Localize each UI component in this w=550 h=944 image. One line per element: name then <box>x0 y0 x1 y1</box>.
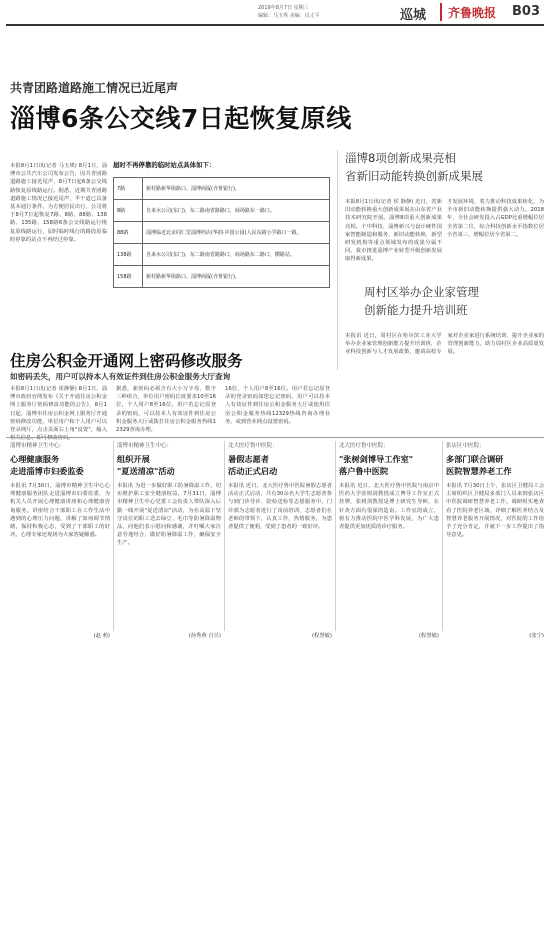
route-table-box <box>113 160 330 288</box>
right-top-body-col2 <box>447 198 544 278</box>
brief-body-text: 本报讯 近日，北大医疗鲁中医院暑假志愿者活动正式启动，共有30余名大学生志愿者参与到门诊导诊、陪检送检等志愿服务中。门诊部为志愿者进行了岗前培训，志愿者们在老师的带领下，认真工作，热情服务，为患者提供了便利，受到了患者的一致好评。 <box>228 483 332 531</box>
brief-title-1: 多部门联合调研 <box>446 454 504 464</box>
right-mid-headline-2: 创新能力提升培训班 <box>364 303 468 317</box>
brief-sign: (张宁) <box>529 633 544 639</box>
brief-kicker: 淄博市精神卫生中心： <box>117 443 173 449</box>
table-row <box>114 222 330 244</box>
brief-body-text: 本报讯 近日，北大医疗鲁中医院与南京中医药大学张树剑教授成立博导工作室正式挂牌，张树剑教授是博士研究生导师，在针灸方面有很深的造诣。工作室的成立，将有力推动医院中医学科发展，为广大患者提供更加优质的诊疗服务。 <box>339 483 439 531</box>
brief-body-text: 本报讯 为进一步做好职工防暑降温工作，切实维护职工安全健康权益，7月31日，淄博市精神卫生中心党委工会负责人带队深入后勤一线开展"夏送清凉"活动，为在高温下坚守岗位的职工送去绿豆、毛巾等防暑降温物品，向他们表示慰问和感谢，并叮嘱大家注意劳逸结合，做好防暑降温工作，确保安全生产。 <box>117 483 221 547</box>
fund-subheadline: 如密码丢失，用户可以持本人有效证件到住房公积金服务大厅查询 <box>10 372 231 381</box>
fund-col1-text: 本报8月1日讯(记者 崔静静) 8月1日，淄博市政府官网发布《关于开通住房公积金网上服务厅密码修改功能的公告》，8月1日起，淄博市住房公积金网上服务厅开通密码修改功能，单位用户和个人用户可以登录网厅，点击页面右上角"设置"，输入相关信息，即可修改密码。 <box>10 386 107 442</box>
column-divider <box>337 150 338 370</box>
brief-sign: (程慧敏) <box>311 633 332 639</box>
brief-body <box>446 482 544 632</box>
right-mid-body <box>345 332 544 430</box>
table-row <box>114 244 330 266</box>
editor-line: 编辑：马玉秀 美编：贝丈平 <box>258 13 320 19</box>
brief-2 <box>117 441 221 640</box>
right-mid-body-text: 本报讯 近日，周村区在哈尔滨工业大学举办企业家管理创新能力提升培训班，企业科技创新与人才发展政策，邀请高校专家对企业家进行系统培训，提升企业家的管理创新能力，助力周村区企业高质量发展。 <box>345 333 544 356</box>
lead-body <box>10 162 107 334</box>
route-cell: 138路 <box>114 244 143 266</box>
table-row <box>114 266 330 288</box>
brief-body-text: 本报讯 7月30日上午，张店区卫健局工会主席组织区卫健局多部门人员来到张店区中医院调研智慧养老工作。调研组实地查看了医院养老区域，详细了解医养结合及智慧养老服务开展情况，对医院的工作给予了充分肯定，并就下一步工作提出了指导意见。 <box>446 483 544 539</box>
brief-body <box>117 482 221 632</box>
brief-title-1: "张树剑博导工作室" <box>339 454 414 464</box>
brief-title-2: 落户鲁中医院 <box>339 466 389 476</box>
fund-headline: 住房公积金开通网上密码修改服务 <box>10 352 243 370</box>
brief-title-1: 心理健康服务 <box>10 454 60 464</box>
fund-col1 <box>10 385 107 442</box>
brand-name: 齐鲁晚报 <box>448 6 497 20</box>
masthead-rule <box>6 24 544 26</box>
brief-title-2: 医院智慧养老工作 <box>446 466 512 476</box>
page-number: B03 <box>512 4 540 19</box>
brief-1 <box>10 441 110 640</box>
column-divider <box>224 441 225 631</box>
stops-cell: 新村路新华街路口，淄博商厦(齐鲁银行)。 <box>143 178 330 200</box>
right-top-body-text-2: 才发展环境，着力推动科技成果转化，为全市新旧动能转换提供强大动力。2018年，全社会研发投入占GDP比重增幅位居全省第二位，综合科技创新水平指数位居全省第三，增幅位居全省第二。 <box>447 199 544 238</box>
route-table <box>113 177 330 288</box>
fund-col3-text: 16位，个人用户8至16位。用户若忘记原登录的登录密码如您忘记密码，用户可以持本人有效证件到住房公积金服务大厅或使用住房公积金服务热线12329热线咨询办理业务，或到营业网点设置密码。 <box>225 386 330 425</box>
right-top-body-text-1: 本报8月1日讯(记者 侯 静静) 近日，省新旧动能转换重大创新成果展在山东省产业技术研究院开展。淄博8项重大创新成果亮相。个中科技、淄博新兴与设计硬件国家智能制造和服务，新旧动能转换，新型研发机构等重点领域发布的成果分属不同，我市推进淄博产业转型升级创新发展取得新成果。 <box>345 199 442 263</box>
column-divider <box>113 441 114 631</box>
right-top-body-col1 <box>345 198 442 278</box>
brief-body <box>339 482 439 632</box>
brief-sign: (程慧敏) <box>418 633 439 639</box>
brand-logo <box>440 3 442 21</box>
brief-kicker: 北大医疗鲁中医院： <box>339 443 389 449</box>
brief-4 <box>339 441 439 640</box>
brief-kicker: 北大医疗鲁中医院： <box>228 443 278 449</box>
brief-title-2: 活动正式启动 <box>228 466 278 476</box>
brief-body-text: 本报讯 7月30日，淄博市精神卫生中心心理健康服务团队走进淄博市妇委监委，为机关人员开展心理健康讲座和心理健康咨询服务。讲座结合干部职工在工作生活中遇到的心理压力问题，讲解了如何调节情绪，保持积极心态，受到了干部职工的好评。心理专家还现场为大家答疑解惑。 <box>10 483 110 539</box>
brief-sign: (孙秀燕 自昱) <box>188 633 221 639</box>
fund-col2-text: 据悉，新密码必须含有大小写字母、数字三种组合，单位用户密码长度要求10至16位，个人用户8至16位。用户若忘记原登录的密码，可以持本人有效证件到住房公积金服务大厅或拨打住房公积金服务热线12329查询办理。 <box>116 386 216 434</box>
brief-5 <box>446 441 544 640</box>
brief-title-1: 组织开展 <box>117 454 150 464</box>
brief-body <box>228 482 332 632</box>
fund-col3 <box>225 385 330 431</box>
section-rule <box>6 437 544 438</box>
lead-body-text: 本报8月1日讯(记者 马玉瑛) 8月1日，淄博市公共汽车公司发布公告，因共青团路道路施工接近尾声，8月7日起6条公交线路恢复原线路运行。据悉，近期共青团路道路施工情况已接近尾声，半干道已具备基本通行条件。为方便居民出行，公司将于8月7日起恢复7路、8路、88路、138路、135路、158路6条公交线路运行恢复原线路运行，届时临时线行的路段原临时停靠的站点不再经过停靠。 <box>10 163 107 243</box>
lead-kicker: 共青团路道路施工情况已近尾声 <box>10 81 179 95</box>
fund-col2 <box>116 385 216 434</box>
route-cell: 158路 <box>114 266 143 288</box>
route-cell: 8路 <box>114 200 143 222</box>
route-cell: 88路 <box>114 222 143 244</box>
column-divider <box>335 441 336 631</box>
route-table-title: 届时不再停靠的临时站点具体如下： <box>113 161 216 169</box>
brief-title-2: "夏送清凉"活动 <box>117 466 175 476</box>
right-top-headline-1: 淄博8项创新成果亮相 <box>345 151 456 165</box>
brief-body <box>10 482 110 632</box>
brief-kicker: 淄博市精神卫生中心： <box>10 443 66 449</box>
stops-cell: 淄博临近北京同仁堂淄博药店(华润·中国公园)人民东路小学路口一路。 <box>143 222 330 244</box>
right-mid-headline-1: 周村区举办企业家管理 <box>364 285 479 299</box>
table-row <box>114 200 330 222</box>
date-line: 2019年8月7日 星期三 <box>258 5 309 11</box>
section-name: 巡城 <box>400 8 427 23</box>
right-top-headline-2: 省新旧动能转换创新成果展 <box>345 169 483 183</box>
column-divider <box>442 441 443 631</box>
brief-title-2: 走进淄博市妇委监委 <box>10 466 84 476</box>
brief-3 <box>228 441 332 640</box>
stops-cell: 自来水公司(东门)，东二路南省路路口，商场路东二路口，横路站。 <box>143 244 330 266</box>
brief-title-1: 暑假志愿者 <box>228 454 269 464</box>
brief-kicker: 张店区中医院： <box>446 443 485 449</box>
route-cell: 7路 <box>114 178 143 200</box>
brief-sign: (赵 莉) <box>93 633 110 639</box>
stops-cell: 新村路新华街路口，淄博商厦(齐鲁银行)。 <box>143 266 330 288</box>
lead-headline: 淄博6条公交线7日起恢复原线 <box>10 104 352 133</box>
table-row <box>114 178 330 200</box>
stops-cell: 自来水公司(东门)，东二路南省路路口，商场路东一路口。 <box>143 200 330 222</box>
